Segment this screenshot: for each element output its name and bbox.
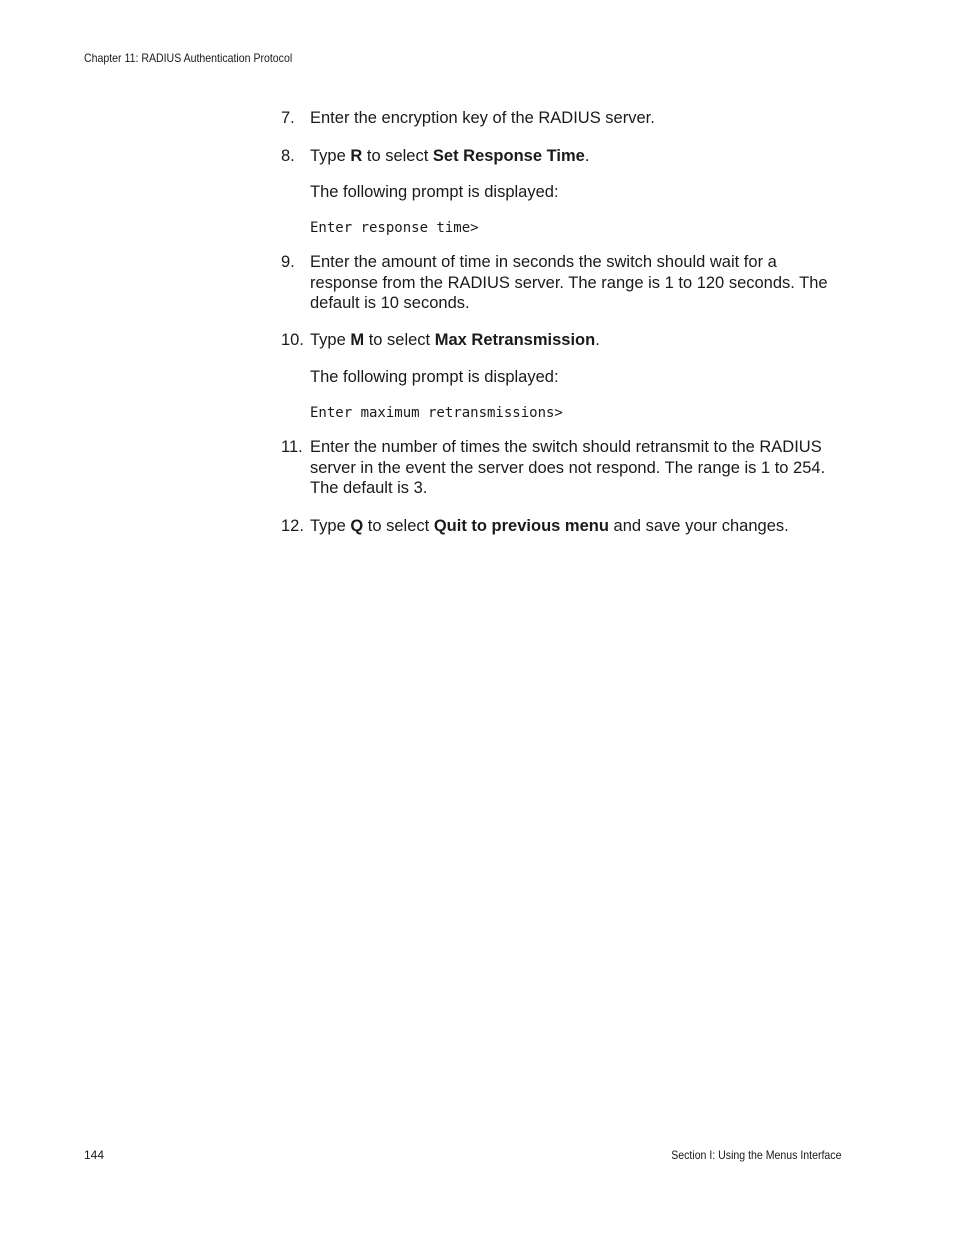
step-text: Enter the encryption key of the RADIUS server. xyxy=(310,109,655,127)
cli-prompt: Enter maximum retransmissions> xyxy=(310,405,563,421)
text-run: Type xyxy=(310,516,351,535)
menu-item-name: Max Retransmission xyxy=(434,330,596,349)
step-11 xyxy=(281,437,841,499)
step-number: 7. xyxy=(281,109,295,127)
text-run: . xyxy=(595,330,600,349)
prompt-label: The following prompt is displayed: xyxy=(310,183,559,201)
step-number: 10. xyxy=(281,330,304,349)
text-run: . xyxy=(584,146,590,165)
step-number: 12. xyxy=(281,516,304,535)
text-run: to select xyxy=(362,146,433,165)
step-text: Enter the number of times the switch should retransmit to the RADIUS server in the event the server does not respond. The range is 1 to 254. The default is 3. xyxy=(310,438,826,497)
step-9 xyxy=(281,252,841,314)
step-number: 11. xyxy=(281,438,303,456)
step-text: Enter the amount of time in seconds the switch should wait for a response from the RADIUS server. The range is 1 to 120 seconds. The default is 10 seconds. xyxy=(310,253,828,312)
menu-key: Q xyxy=(350,516,364,535)
step-12 xyxy=(281,516,841,537)
text-run: Type xyxy=(310,146,351,165)
menu-item-name: Set Response Time xyxy=(432,146,585,165)
step-7 xyxy=(281,108,841,129)
text-run: Type xyxy=(310,330,351,349)
text-run: to select xyxy=(363,516,434,535)
step-number: 9. xyxy=(281,253,295,271)
running-header: Chapter 11: RADIUS Authentication Protocol xyxy=(84,51,293,65)
step-text xyxy=(310,516,841,537)
menu-key: R xyxy=(350,146,363,165)
section-footer: Section I: Using the Menus Interface xyxy=(670,1148,841,1162)
prompt-label: The following prompt is displayed: xyxy=(310,368,559,386)
step-8 xyxy=(281,146,841,167)
page-number: 144 xyxy=(84,1148,105,1162)
step-text xyxy=(310,330,841,351)
step-number: 8. xyxy=(281,146,295,165)
text-run: and save your changes. xyxy=(608,516,789,535)
step-text xyxy=(310,146,841,167)
menu-key: M xyxy=(350,330,365,349)
cli-prompt: Enter response time> xyxy=(310,220,479,236)
step-10 xyxy=(281,330,841,351)
text-run: to select xyxy=(364,330,435,349)
procedure-steps xyxy=(281,108,841,536)
menu-item-name: Quit to previous menu xyxy=(433,516,609,535)
